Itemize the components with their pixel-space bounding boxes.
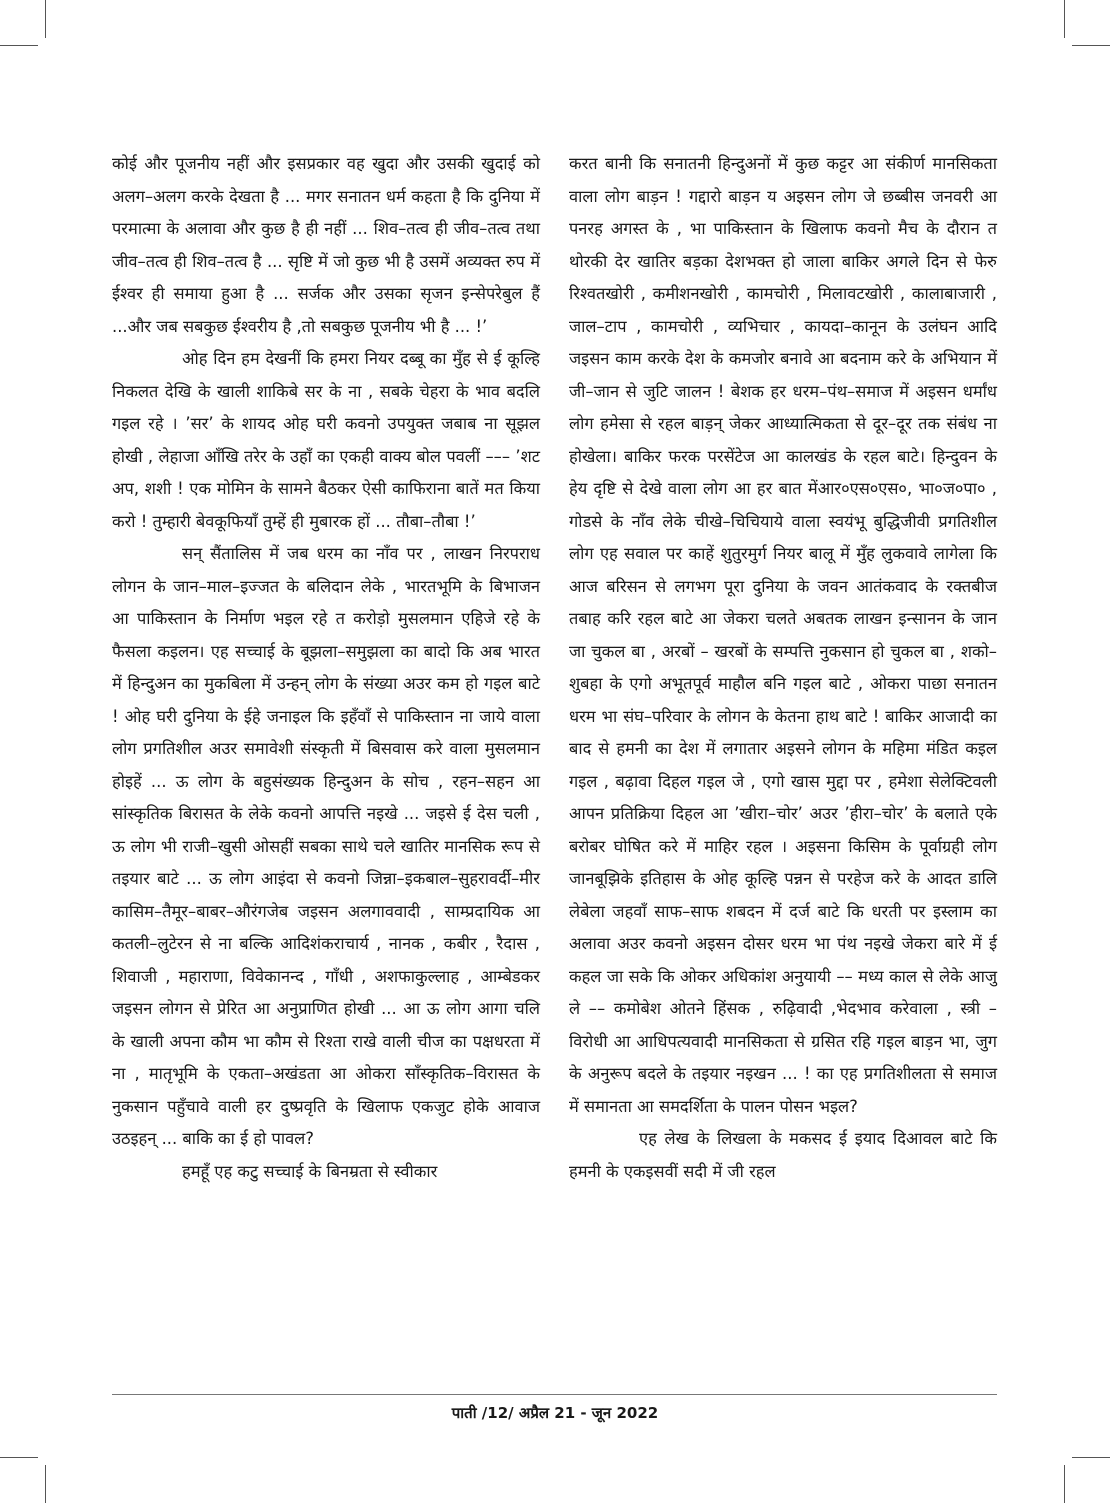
crop-mark — [1064, 0, 1065, 38]
crop-mark — [1064, 1465, 1065, 1503]
paragraph: सन् सैंतालिस में जब धरम का नाँव पर , लाखन निरपराध लोगन के जान–माल–इज्जत के बलिदान लेके , भारतभूमि के बिभाजन आ पाकिस्तान के निर्माण भइल रहे त करोड़ो मुसलमान एहिजे रहे के फैसला कइलन। एह सच्चाई के बूझला–समुझला का बादो कि अब भारत में हिन्दुअन का मुकबिला में उन्हन् लोग के संख्या अउर कम हो गइल बाटे ! ओह घरी दुनिया के ईहे जनाइल कि इहँवाँ से पाकिस्तान ना जाये वाला लोग प्रगतिशील अउर समावेशी संस्कृती में बिसवास करे वाला मुसलमान होइहें ... ऊ लोग के बहुसंख्यक हिन्दुअन के सोच , रहन–सहन आ सांस्कृतिक बिरासत के लेके कवनो आपत्ति नइखे ... जइसे ई देस चली , ऊ लोग भी राजी–खुसी ओसहीं सबका साथे चले खातिर मानसिक रूप से तइयार बाटे ... ऊ लोग आइंदा से कवनो जिन्ना–इकबाल–सुहरावर्दी–मीर कासिम–तैमूर–बाबर–औरंगजेब जइसन अलगाववादी , साम्प्रदायिक आ कतली–लुटेरन से ना बल्कि आदिशंकराचार्य , नानक , कबीर , रैदास , शिवाजी , महाराणा, विवेकानन्द , गाँधी , अशफाकुल्लाह , आम्बेडकर जइसन लोगन से प्रेरित आ अनुप्राणित होखी ... आ ऊ लोग आगा चलि के खाली अपना कौम भा कौम से रिश्ता राखे वाली चीज का पक्षधरता में ना , मातृभूमि के एकता–अखंडता आ ओकरा साँस्कृतिक–विरासत के नुकसान पहुँचावे वाली हर दुष्प्रवृति के खिलाफ एकजुट होके आवाज उठइहन् ... बाकि का ई हो पावल? — [112, 544, 540, 1148]
page-footer: पाती /12/ अप्रैल 21 - जून 2022 — [451, 1404, 659, 1422]
footer-rule — [112, 1394, 997, 1395]
crop-mark — [1072, 45, 1110, 46]
paragraph: कोई और पूजनीय नहीं और इसप्रकार वह खुदा और उसकी खुदाई को अलग–अलग करके देखता है ... मगर सनातन धर्म कहता है कि दुनिया में परमात्मा के अलावा और कुछ है ही नहीं ... शिव–तत्व ही जीव–तत्व तथा जीव–तत्व ही शिव–तत्व है ... सृष्टि में जो कुछ भी है उसमें अव्यक्त रुप में ईश्वर ही समाया हुआ है ... सर्जक और उसका सृजन इन्सेपरेबुल हैं ...और जब सबकुछ ईश्वरीय है ,तो सबकुछ पूजनीय भी है ... !’ — [112, 154, 540, 336]
paragraph: ओह दिन हम देखनीं कि हमरा नियर दब्बू का मुँह से ई कूल्हि निकलत देखि के खाली शाकिबे सर के ना , सबके चेहरा के भाव बदलि गइल रहे । ’सर’ के शायद ओह घरी कवनो उपयुक्त जबाब ना सूझल होखी , लेहाजा आँखि तरेर के उहाँ का एकही वाक्य बोल पवलीं ––– ’शट अप, शशी ! एक मोमिन के सामने बैठकर ऐसी काफिराना बातें मत किया करो ! तुम्हारी बेवकूफियाँ तुम्हें ही मुबारक हों ... तौबा–तौबा !’ — [112, 349, 540, 531]
crop-mark — [1072, 1457, 1110, 1458]
crop-mark — [45, 1465, 46, 1503]
paragraph: करत बानी कि सनातनी हिन्दुअनों में कुछ कट्टर आ संकीर्ण मानसिकता वाला लोग बाड़न ! गद्दारो बाड़न य अइसन लोग जे छब्बीस जनवरी आ पनरह अगस्त के , भा पाकिस्तान के खिलाफ कवनो मैच के दौरान त थोरकी देर खातिर बड़का देशभक्त हो जाला बाकिर अगले दिन से फेरु रिश्वतखोरी , कमीशनखोरी , कामचोरी , मिलावटखोरी , कालाबाजारी , जाल–टाप , कामचोरी , व्यभिचार , कायदा–कानून के उलंघन आदि जइसन काम करके देश के कमजोर बनावे आ बदनाम करे के अभियान में जी–जान से जुटि जालन ! बेशक हर धरम–पंथ–समाज में अइसन धर्मांध लोग हमेसा से रहल बाड़न् जेकर आध्यात्मिकता से दूर–दूर तक संबंध ना होखेला। बाकिर फरक परसेंटेज आ कालखंड के रहल बाटे। हिन्दुवन के हेय दृष्टि से देखे वाला लोग आ हर बात मेंआर०एस०एस०, भा०ज०पा० , गोडसे के नाँव लेके चीखे–चिचियाये वाला स्वयंभू बुद्धिजीवी प्रगतिशील लोग एह सवाल पर काहें शुतुरमुर्ग नियर बालू में मुँह लुकवावे लागेला कि आज बरिसन से लगभग पूरा दुनिया के जवन आतंकवाद के रक्तबीज तबाह करि रहल बाटे आ जेकरा चलते अबतक लाखन इन्सानन के जान जा चुकल बा , अरबों – खरबों के सम्पत्ति नुकसान हो चुकल बा , शको–शुबहा के एगो अभूतपूर्व माहौल बनि गइल बाटे , ओकरा पाछा सनातन धरम भा संघ–परिवार के लोगन के केतना हाथ बाटे ! बाकिर आजादी का बाद से हमनी का देश में लगातार अइसने लोगन के महिमा मंडित कइल गइल , बढ़ावा दिहल गइल जे , एगो खास मुद्दा पर , हमेशा सेलेक्टिवली आपन प्रतिक्रिया दिहल आ ’खीरा–चोर’ अउर ’हीरा–चोर’ के बलाते एके बरोबर घोषित करे में माहिर रहल । अइसना किसिम के पूर्वाग्रही लोग जानबूझिके इतिहास के ओह कूल्हि पन्नन से परहेज करे के आदत डालि लेबेला जहवाँ साफ–साफ शबदन में दर्ज बाटे कि धरती पर इस्लाम का अलावा अउर कवनो अइसन दोसर धरम भा पंथ नइखे जेकरा बारे में ई कहल जा सके कि ओकर अधिकांश अनुयायी –– मध्य काल से लेके आजु ले –– कमोबेश ओतने हिंसक , रुढ़िवादी ,भेदभाव करेवाला , स्त्री – विरोधी आ आधिपत्यवादी मानसिकता से ग्रसित रहि गइल बाड़न भा, जुग के अनुरूप बदले के तइयार नइखन ... ! का एह प्रगतिशीलता से समाज में समानता आ समदर्शिता के पालन पोसन भइल? — [569, 154, 997, 1116]
crop-mark — [0, 45, 38, 46]
right-column — [569, 148, 997, 1188]
paragraph: एह लेख के लिखला के मकसद ई इयाद दिआवल बाटे कि हमनी के एकइसवीं सदी में जी रहल — [569, 1129, 997, 1181]
left-column — [112, 148, 540, 1188]
crop-mark — [45, 0, 46, 38]
crop-mark — [0, 1457, 38, 1458]
paragraph: हमहूँ एह कटु सच्चाई के बिनम्रता से स्वीकार — [182, 1161, 438, 1181]
